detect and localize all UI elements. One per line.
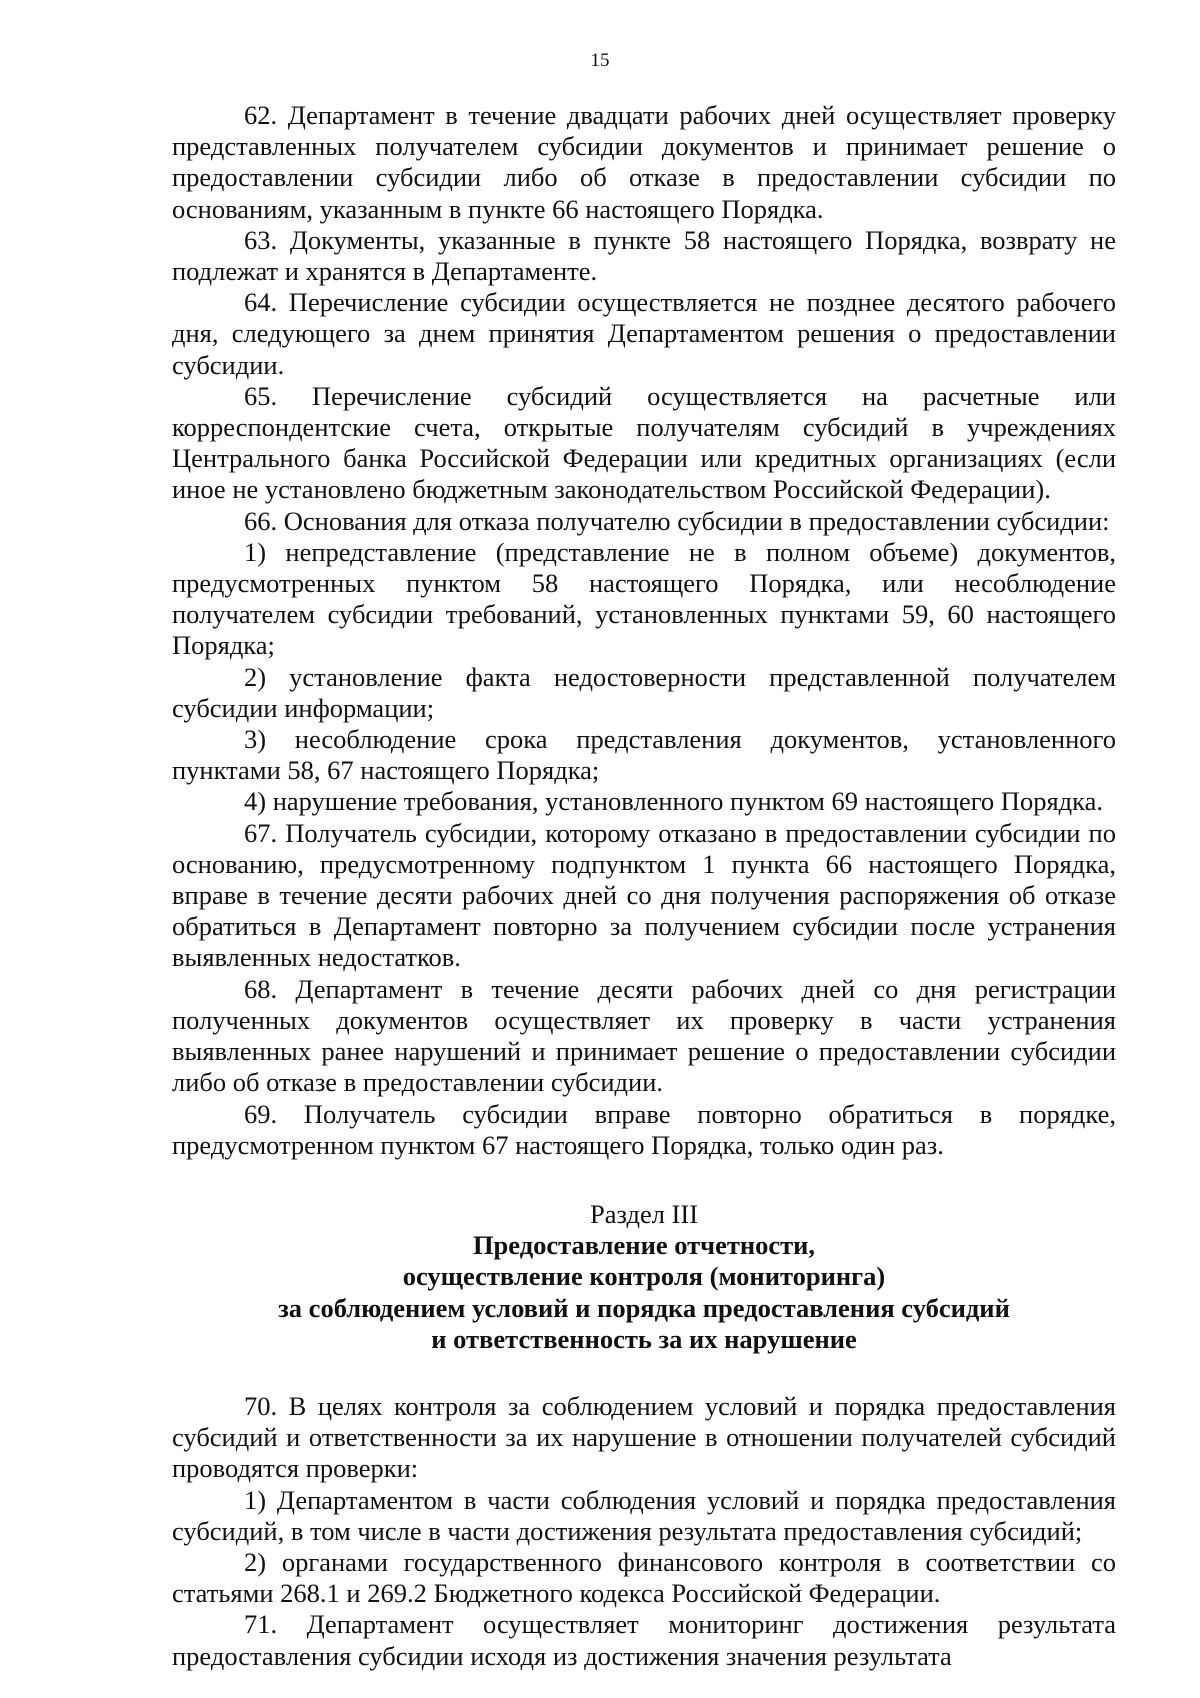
paragraph-67: 67. Получатель субсидии, которому отказано в предоставлении субсидии по основанию, предусмотренному подпунктом 1 пункта 66 настоящего Порядка, вправе в течение десяти рабочих дней со дня получения распоряжения об отказе обратиться в Департамент повторно за получением субсидии после устранения выявленных недостатков. (172, 817, 1116, 973)
paragraph-71: 71. Департамент осуществляет мониторинг достижения результата предоставления субсидии исходя из достижения значения результата (172, 1609, 1116, 1671)
paragraph-62: 62. Департамент в течение двадцати рабочих дней осуществляет проверку представленных получателем субсидии документов и принимает решение о предоставлении субсидии либо об отказе в предоставлении субсидии по основаниям, указанным в пункте 66 настоящего Порядка. (172, 100, 1116, 224)
document-body (172, 100, 1116, 1672)
page-number: 15 (590, 50, 610, 71)
paragraph-66-item-2: 2) установление факта недостоверности представленной получателем субсидии информации; (172, 661, 1116, 723)
paragraph-70-item-1: 1) Департаментом в части соблюдения условий и порядка предоставления субсидий, в том числе в части достижения результата предоставления субсидий; (172, 1484, 1116, 1546)
section-title-line-3: за соблюдением условий и порядка предоставления субсидий (278, 1292, 1010, 1323)
paragraph-70: 70. В целях контроля за соблюдением условий и порядка предоставления субсидий и ответственности за их нарушение в отношении получателей субсидий проводятся проверки: (172, 1390, 1116, 1484)
paragraph-70-item-2: 2) органами государственного финансового контроля в соответствии со статьями 268.1 и 269.2 Бюджетного кодекса Российской Федерации. (172, 1546, 1116, 1609)
paragraph-64: 64. Перечисление субсидии осуществляется не позднее десятого рабочего дня, следующего за днем принятия Департаментом решения о предоставлении субсидии. (172, 287, 1116, 380)
paragraph-65: 65. Перечисление субсидий осуществляется на расчетные или корреспондентские счета, открытые получателям субсидий в учреждениях Центрального банка Российской Федерации или кредитных организациях (если иное не установлено бюджетным законодательством Российской Федерации). (172, 380, 1116, 505)
paragraph-69: 69. Получатель субсидии вправе повторно обратиться в порядке, предусмотренном пунктом 67 настоящего Порядка, только один раз. (172, 1098, 1116, 1160)
paragraph-66-item-4: 4) нарушение требования, установленного пунктом 69 настоящего Порядка. (244, 786, 1103, 817)
paragraph-68: 68. Департамент в течение десяти рабочих дней со дня регистрации полученных документов осуществляет их проверку в части устранения выявленных ранее нарушений и принимает решение о предоставлении субсидии либо об отказе в предоставлении субсидии. (172, 973, 1116, 1098)
section-title-line-1: Предоставление отчетности, (472, 1230, 816, 1261)
paragraph-66-item-1: 1) непредставление (представление не в полном объеме) документов, предусмотренных пунктом 58 настоящего Порядка, или несоблюдение получателем субсидии требований, установленных пунктами 59, 60 настоящего Порядка; (172, 536, 1116, 661)
section-title-line-2: осуществление контроля (мониторинга) (402, 1261, 886, 1292)
paragraph-66-item-3: 3) несоблюдение срока представления документов, установленного пунктами 58, 67 настоящего Порядка; (172, 724, 1116, 786)
section-title-line-4: и ответственность за их нарушение (431, 1323, 857, 1354)
paragraph-63: 63. Документы, указанные в пункте 58 настоящего Порядка, возврату не подлежат и хранятся в Департаменте. (172, 224, 1116, 287)
section-heading (172, 1199, 1116, 1355)
paragraph-66: 66. Основания для отказа получателю субсидии в предоставлении субсидии: (244, 505, 1110, 536)
section-label: Раздел III (589, 1198, 699, 1229)
